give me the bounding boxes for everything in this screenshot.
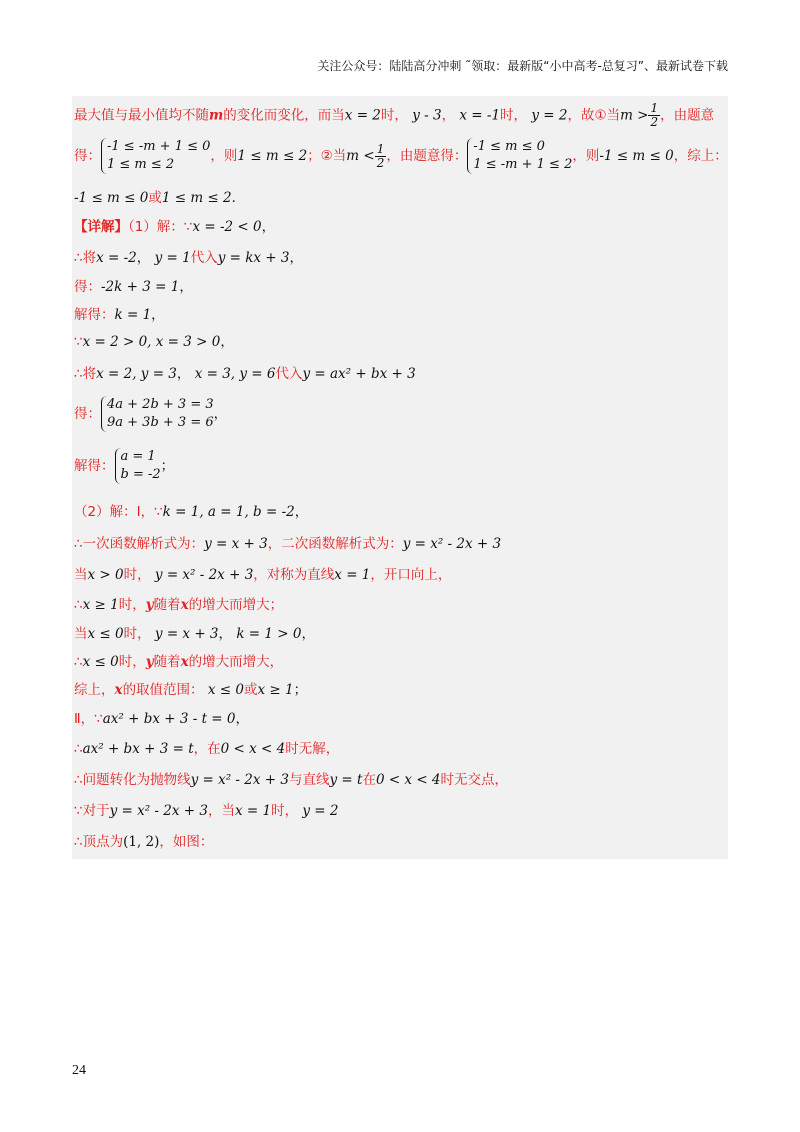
math: x = -1 xyxy=(459,107,501,124)
math: k = 1, a = 1, b = -2 xyxy=(162,504,295,520)
text: ， xyxy=(136,250,151,266)
math: x = -2 xyxy=(96,250,137,266)
text: ， xyxy=(235,711,249,727)
page-number: 24 xyxy=(72,1063,86,1078)
text: ，综上： xyxy=(673,148,728,164)
math: y - 3 xyxy=(412,107,442,124)
line-1 xyxy=(74,102,724,129)
math: x ≤ 0 xyxy=(82,654,119,670)
line-21 xyxy=(74,770,724,790)
text: ，在 xyxy=(193,741,221,757)
line-12 xyxy=(74,502,724,522)
math: x xyxy=(180,597,189,613)
line-13 xyxy=(74,534,724,554)
text: 时， xyxy=(500,107,528,124)
text: 代入 xyxy=(190,250,218,266)
math: y xyxy=(145,654,154,670)
line-8 xyxy=(74,332,724,352)
math: x ≤ 0 xyxy=(207,682,244,698)
text: ， xyxy=(301,626,315,642)
math: y = x² - 2x + 3 xyxy=(190,772,289,788)
inequality-system xyxy=(101,138,210,174)
text: 综上， xyxy=(74,682,115,698)
page-header: 关注公众号：陆陆高分冲刺 ˜领取：最新版“小中高考-总复习”、最新试卷下载 xyxy=(317,59,728,73)
math: y = 1 xyxy=(154,250,191,266)
line-22 xyxy=(74,801,724,821)
line-5 xyxy=(74,248,724,268)
text: 最大值与最小值均不随 xyxy=(74,107,209,124)
text: Ⅱ，∵ xyxy=(74,711,103,727)
text: 的增大而增大； xyxy=(188,597,284,613)
math: x = 2 > 0, x = 3 > 0 xyxy=(82,334,221,350)
line-16 xyxy=(74,624,724,644)
text: 当 xyxy=(74,567,88,583)
math: -1 ≤ m ≤ 0 xyxy=(74,190,149,206)
text: ， xyxy=(220,334,234,350)
text: 代入 xyxy=(275,366,303,382)
math: 1 ≤ m ≤ 2 xyxy=(161,190,232,206)
text: ∴问题转化为抛物线 xyxy=(74,772,191,788)
system-row: 1 ≤ m ≤ 2 xyxy=(107,157,175,172)
text: ∴ xyxy=(74,597,83,613)
line-20 xyxy=(74,739,724,759)
math: x xyxy=(114,682,123,698)
text: ，开口向上， xyxy=(370,567,452,583)
text: 或 xyxy=(243,682,258,698)
text: ． xyxy=(231,190,246,206)
math: x xyxy=(180,654,189,670)
fraction-numerator: 1 xyxy=(650,101,659,115)
text: ， xyxy=(294,504,309,520)
math: x = 2 xyxy=(344,107,381,124)
math: x = 1 xyxy=(334,567,371,583)
text: ， xyxy=(289,250,303,266)
line-6 xyxy=(74,277,724,297)
system-row: b = -2 xyxy=(120,467,161,482)
text: ， xyxy=(213,406,228,422)
line-11 xyxy=(74,446,724,486)
text: 时， xyxy=(118,597,146,613)
math: -1 ≤ m ≤ 0 xyxy=(599,148,674,164)
system-row: -1 ≤ -m + 1 ≤ 0 xyxy=(107,139,211,154)
text: ， xyxy=(218,626,233,642)
text: 随着 xyxy=(153,654,181,670)
text: （2）解：Ⅰ，∵ xyxy=(74,504,163,520)
line-2 xyxy=(74,136,728,176)
text: ，由题意得： xyxy=(386,148,468,164)
text: ，当 xyxy=(207,803,235,819)
math: y = kx + 3 xyxy=(217,250,290,266)
fraction-numerator: 1 xyxy=(376,141,385,156)
text: 时， xyxy=(123,567,151,583)
text: 时， xyxy=(118,654,146,670)
text: ， xyxy=(151,307,165,323)
math: ax² + bx + 3 - t = 0 xyxy=(102,711,236,727)
detail-label: 【详解】 xyxy=(74,219,128,235)
math: x ≥ 1 xyxy=(257,682,294,698)
text: ；②当 xyxy=(307,148,347,164)
text: ， xyxy=(179,279,193,295)
system-row: a = 1 xyxy=(120,449,156,464)
text: 时无解， xyxy=(285,741,340,757)
text: 时， xyxy=(271,803,299,819)
text: 时， xyxy=(380,107,408,124)
text: 时无交点， xyxy=(440,772,509,788)
text: 的变化而变化，而当 xyxy=(223,107,345,124)
text: 得： xyxy=(74,406,101,422)
system-row: 9a + 3b + 3 = 6 xyxy=(107,415,214,430)
text: 当 xyxy=(74,626,88,642)
text: ，二次函数解析式为： xyxy=(267,536,403,552)
text: 得： xyxy=(74,279,101,295)
text: 的增大而增大， xyxy=(188,654,284,670)
math: x ≥ 1 xyxy=(82,597,119,613)
text: ，对称为直线 xyxy=(253,567,335,583)
line-3 xyxy=(74,188,724,208)
text: 或 xyxy=(148,190,162,206)
line-14 xyxy=(74,565,724,585)
line-15 xyxy=(74,595,724,615)
text: ∴ xyxy=(74,654,83,670)
text: 在 xyxy=(362,772,376,788)
text: ∵对于 xyxy=(74,803,110,819)
math: x = -2 < 0 xyxy=(192,219,262,235)
math: 1 ≤ m ≤ 2 xyxy=(237,148,308,164)
math: 0 < x < 4 xyxy=(220,741,286,757)
text: 解得： xyxy=(74,307,115,323)
line-7 xyxy=(74,305,724,325)
system-row: 1 ≤ -m + 1 ≤ 2 xyxy=(473,157,573,172)
text: ∴一次函数解析式为： xyxy=(74,536,205,552)
math: y xyxy=(145,597,154,613)
text: ，则 xyxy=(210,148,238,164)
math: m < xyxy=(346,148,375,164)
text: ， xyxy=(441,107,456,124)
math: x = 3, y = 6 xyxy=(194,366,276,382)
line-10 xyxy=(74,394,724,434)
text: 与直线 xyxy=(288,772,330,788)
text: ，故①当 xyxy=(567,107,621,124)
text: ∴将 xyxy=(74,250,97,266)
fraction xyxy=(648,102,660,129)
math: x ≤ 0 xyxy=(87,626,124,642)
math: y = x + 3 xyxy=(204,536,268,552)
solution-content xyxy=(72,96,728,859)
line-18 xyxy=(74,680,724,700)
line-23 xyxy=(74,832,724,852)
math: y = t xyxy=(329,772,363,788)
math: y = x² - 2x + 3 xyxy=(402,536,502,552)
system-row: 4a + 2b + 3 = 3 xyxy=(107,397,214,412)
text: 解得： xyxy=(74,458,115,474)
math: m xyxy=(209,107,224,124)
math: 0 < x < 4 xyxy=(375,772,441,788)
text: ， xyxy=(261,219,276,235)
solution-system xyxy=(115,448,161,484)
fraction-denominator: 2 xyxy=(650,115,659,129)
text: ； xyxy=(160,458,175,474)
text: 随着 xyxy=(153,597,181,613)
text: ∴顶点为 xyxy=(74,834,124,850)
math: ax² + bx + 3 = t xyxy=(82,741,194,757)
line-4 xyxy=(74,217,724,237)
math: k = 1 xyxy=(114,307,152,323)
math: y = ax² + bx + 3 xyxy=(302,366,416,382)
fraction xyxy=(375,143,387,170)
math: y = 2 xyxy=(302,803,339,819)
math: y = x² - 2x + 3 xyxy=(109,803,208,819)
math: x > 0 xyxy=(87,567,124,583)
math: y = x + 3 xyxy=(154,626,219,642)
math: x = 1 xyxy=(234,803,272,819)
fraction-denominator: 2 xyxy=(376,155,385,170)
text: （1）解：∵ xyxy=(128,219,193,235)
math: -2k + 3 = 1 xyxy=(101,279,180,295)
math: y = x² - 2x + 3 xyxy=(154,567,254,583)
text: ，则 xyxy=(572,148,600,164)
math: m > xyxy=(620,107,649,124)
text: ∵ xyxy=(74,334,83,350)
math: y = 2 xyxy=(531,107,568,124)
text: ， xyxy=(176,366,191,382)
system-row: -1 ≤ m ≤ 0 xyxy=(473,139,545,154)
math: x = 2, y = 3 xyxy=(96,366,177,382)
line-17 xyxy=(74,652,724,672)
text: ∴ xyxy=(74,741,83,757)
inequality-system xyxy=(467,138,572,174)
text: 的取值范围： xyxy=(122,682,204,698)
text: 得： xyxy=(74,148,101,164)
text: ； xyxy=(293,682,308,698)
equation-system xyxy=(101,396,214,432)
text: ，由题意 xyxy=(660,107,715,124)
math: (1, 2) xyxy=(123,834,160,850)
text: ，如图： xyxy=(159,834,214,850)
text: ∴将 xyxy=(74,366,97,382)
math: k = 1 > 0 xyxy=(236,626,302,642)
line-9 xyxy=(74,364,724,384)
text: 时， xyxy=(123,626,151,642)
line-19 xyxy=(74,709,724,729)
